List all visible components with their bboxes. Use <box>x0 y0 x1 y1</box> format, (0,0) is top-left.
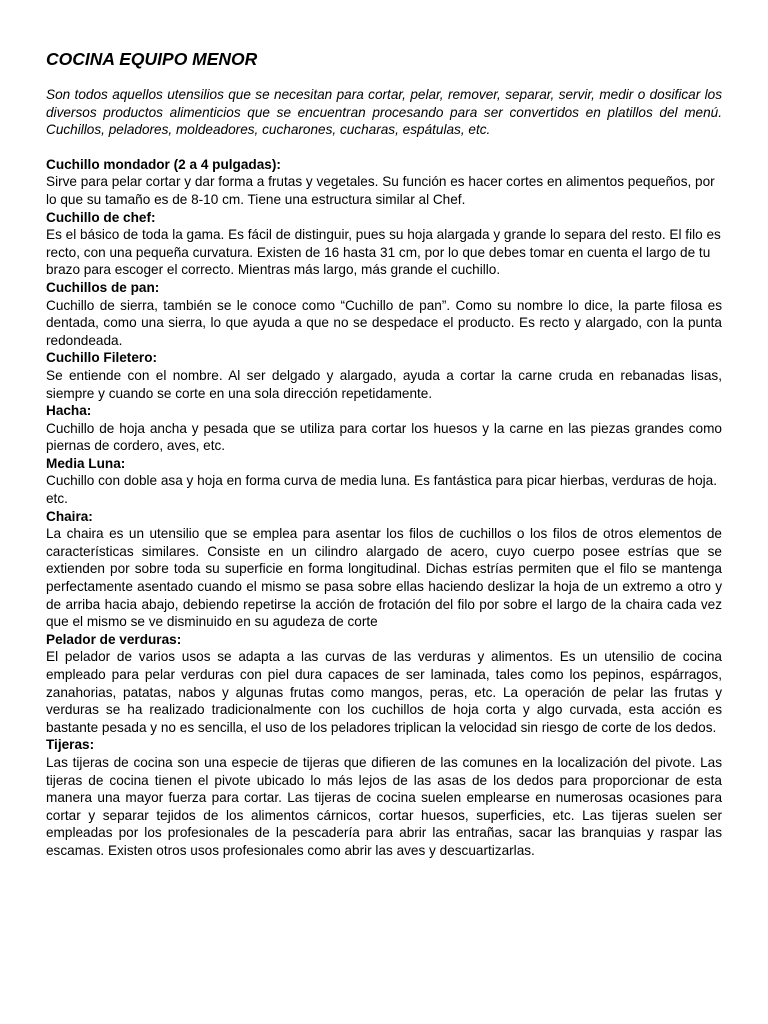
section-cuchillo-filetero <box>46 349 722 402</box>
section-heading: Chaira: <box>46 508 93 524</box>
section-body: La chaira es un utensilio que se emplea para asentar los filos de cuchillos o los filos de otros elementos de características similares. Consiste en un cilindro alargado de acero, cuyo cuerpo posee estrías que se extienden por sobre toda su superficie en forma longitudinal. Dichas estrías permiten que el filo se mantenga perfectamente asentado cuando el mismo se pasa sobre ellas haciendo deslizar la hoja de un extremo a otro y de arriba hacia abajo, debiendo repetirse la acción de frotación del filo por sobre el largo de la chaira cada vez que el mismo se ve disminuido en su agudeza de corte <box>46 526 722 630</box>
section-body: Es el básico de toda la gama. Es fácil de distinguir, pues su hoja alargada y grande lo separa del resto. El filo es recto, con una pequeña curvatura. Existen de 16 hasta 31 cm, por lo que debes tomar en cuenta el largo de tu brazo para escoger el correcto. Mientras más largo, más grande el cuchillo. <box>46 227 721 278</box>
section-body: Las tijeras de cocina son una especie de tijeras que difieren de las comunes en la localización del pivote. Las tijeras de cocina tienen el pivote ubicado lo más lejos de las asas de los dedos para proporcionar de esta manera una mayor fuerza para cortar. Las tijeras de cocina suelen emplearse en numerosas ocasiones para cortar y separar tejidos de los alimentos cárnicos, cortar huesos, superficies, etc. Las tijeras suelen ser empleadas por los profesionales de la pescadería para abrir las entrañas, sacar las branquias y raspar las escamas. Existen otros usos profesionales como abrir las aves y descuartizarlas. <box>46 754 722 858</box>
section-heading: Cuchillo Filetero: <box>46 350 158 366</box>
section-body: El pelador de varios usos se adapta a las curvas de las verduras y alimentos. Es un utensilio de cocina empleado para pelar verduras con piel dura capaces de ser laminada, tales como los pepinos, espárragos, zanahorias, patatas, nabos y algunas frutas como mangos, peras, etc. La operación de pelar las frutas y verduras se ha realizado tradicionalmente con los cuchillos de hoja corta y algo curvada, esta acción es bastante pesada y no es sencilla, el uso de los peladores triplican la velocidad sin riesgo de corte de los dedos. <box>46 649 722 735</box>
section-body: Se entiende con el nombre. Al ser delgado y alargado, ayuda a cortar la carne cruda en rebanadas lisas, siempre y cuando se corte en una sola dirección repetidamente. <box>46 367 722 401</box>
document-title: COCINA EQUIPO MENOR <box>46 49 258 69</box>
section-body: Cuchillo de hoja ancha y pesada que se utiliza para cortar los huesos y la carne en las piezas grandes como piernas de cordero, aves, etc. <box>46 420 722 454</box>
section-tijeras <box>46 736 722 859</box>
section-media-luna <box>46 455 722 508</box>
section-body: Cuchillo de sierra, también se le conoce como “Cuchillo de pan”. Como su nombre lo dice, la parte filosa es dentada, como una sierra, lo que ayuda a que no se despedace el producto. Es recto y alargado, con la punta redondeada. <box>46 297 722 348</box>
section-cuchillo-mondador <box>46 156 722 209</box>
section-body: Sirve para pelar cortar y dar forma a frutas y vegetales. Su función es hacer cortes en alimentos pequeños, por lo que su tamaño es de 8-10 cm. Tiene una estructura similar al Chef. <box>46 174 715 207</box>
section-heading: Pelador de verduras: <box>46 631 182 647</box>
section-body: Cuchillo con doble asa y hoja en forma curva de media luna. Es fantástica para picar hierbas, verduras de hoja. etc. <box>46 473 718 507</box>
section-heading: Media Luna: <box>46 455 126 471</box>
section-heading: Hacha: <box>46 403 92 419</box>
section-heading: Cuchillo mondador (2 a 4 pulgadas): <box>46 156 281 172</box>
document-intro: Son todos aquellos utensilios que se necesitan para cortar, pelar, remover, separar, servir, medir o dosificar los diversos productos alimenticios que se encuentran procesando para ser convertidos en platillos del menú. Cuchillos, peladores, moldeadores, cucharones, cucharas, espátulas, etc. <box>46 87 722 138</box>
section-heading: Cuchillos de pan: <box>46 279 160 295</box>
section-heading: Cuchillo de chef: <box>46 209 156 225</box>
section-cuchillos-de-pan <box>46 279 722 349</box>
section-pelador-de-verduras <box>46 631 722 737</box>
section-chaira <box>46 508 722 631</box>
section-heading: Tijeras: <box>46 737 95 753</box>
section-cuchillo-de-chef <box>46 209 722 279</box>
section-hacha <box>46 402 722 455</box>
